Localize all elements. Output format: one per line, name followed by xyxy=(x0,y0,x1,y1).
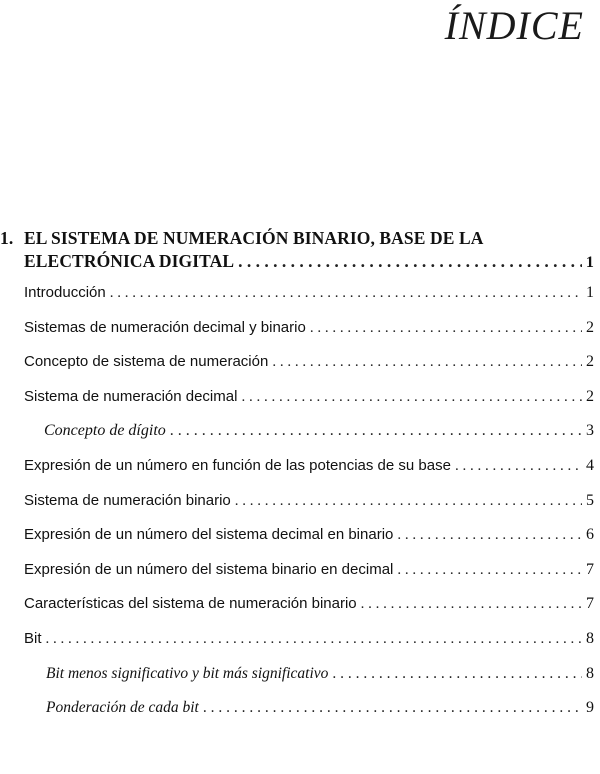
dot-leader xyxy=(397,562,582,579)
entry-title: Bit menos significativo y bit más significativo xyxy=(46,664,329,682)
entry-title: Bit xyxy=(24,629,42,647)
dot-leader xyxy=(238,251,582,272)
entry-title: Concepto de sistema de numeración xyxy=(24,353,269,371)
entry-page-number: 6 xyxy=(586,526,594,544)
dot-leader xyxy=(46,631,582,648)
toc-entries xyxy=(24,284,594,734)
entry-title: Sistema de numeración decimal xyxy=(24,387,238,405)
toc-entry[interactable] xyxy=(24,353,594,388)
entry-page-number: 9 xyxy=(586,699,594,717)
toc-entry[interactable] xyxy=(24,284,594,319)
chapter-number: 1. xyxy=(0,228,14,248)
toc-subentry[interactable] xyxy=(24,699,594,734)
entry-page-number: 7 xyxy=(586,560,594,578)
dot-leader xyxy=(170,422,582,440)
entry-title: Expresión de un número del sistema binario en decimal xyxy=(24,560,394,578)
dot-leader xyxy=(455,458,582,475)
toc-entry[interactable] xyxy=(24,630,594,665)
entry-page-number: 8 xyxy=(586,664,594,682)
entry-page-number: 2 xyxy=(586,353,594,371)
entry-page-number: 2 xyxy=(586,318,594,336)
dot-leader xyxy=(203,699,582,717)
entry-page-number: 8 xyxy=(586,629,594,647)
toc-subentry[interactable] xyxy=(24,665,594,700)
toc-entry[interactable] xyxy=(24,595,594,630)
chapter-title-part-1: EL SISTEMA DE NUMERACIÓN BINARIO, BASE DE LA xyxy=(24,228,484,248)
entry-title: Sistema de numeración binario xyxy=(24,491,231,509)
toc-entry[interactable] xyxy=(24,457,594,492)
dot-leader xyxy=(241,389,582,406)
entry-title: Expresión de un número del sistema decimal en binario xyxy=(24,526,394,544)
toc-entry[interactable] xyxy=(24,319,594,354)
entry-title: Expresión de un número en función de las potencias de su base xyxy=(24,456,451,474)
entry-title: Sistemas de numeración decimal y binario xyxy=(24,318,306,336)
toc-entry[interactable] xyxy=(24,492,594,527)
entry-page-number: 3 xyxy=(586,422,594,440)
entry-title: Concepto de dígito xyxy=(44,422,166,440)
dot-leader xyxy=(272,354,582,371)
entry-page-number: 1 xyxy=(586,284,594,301)
toc-entry[interactable] xyxy=(24,388,594,423)
chapter-title-line-1 xyxy=(0,228,594,249)
dot-leader xyxy=(310,320,582,337)
dot-leader xyxy=(235,493,582,510)
entry-page-number: 7 xyxy=(586,595,594,613)
entry-title: Características del sistema de numeración binario xyxy=(24,595,357,613)
dot-leader xyxy=(397,527,582,544)
chapter-title-part-2: ELECTRÓNICA DIGITAL xyxy=(24,251,235,271)
chapter-title-line-2 xyxy=(24,251,594,272)
page-title: ÍNDICE xyxy=(444,3,584,48)
toc-entry[interactable] xyxy=(24,561,594,596)
dot-leader xyxy=(361,596,582,613)
chapter-page-number: 1 xyxy=(585,254,594,271)
entry-page-number: 5 xyxy=(586,491,594,509)
dot-leader xyxy=(332,665,582,683)
entry-title: Ponderación de cada bit xyxy=(46,699,199,717)
dot-leader xyxy=(110,285,582,302)
entry-page-number: 2 xyxy=(586,387,594,405)
toc-entry[interactable] xyxy=(24,526,594,561)
toc-subentry[interactable] xyxy=(24,422,594,457)
chapter-heading xyxy=(0,228,594,272)
entry-title: Introducción xyxy=(24,284,106,301)
entry-page-number: 4 xyxy=(586,456,594,474)
